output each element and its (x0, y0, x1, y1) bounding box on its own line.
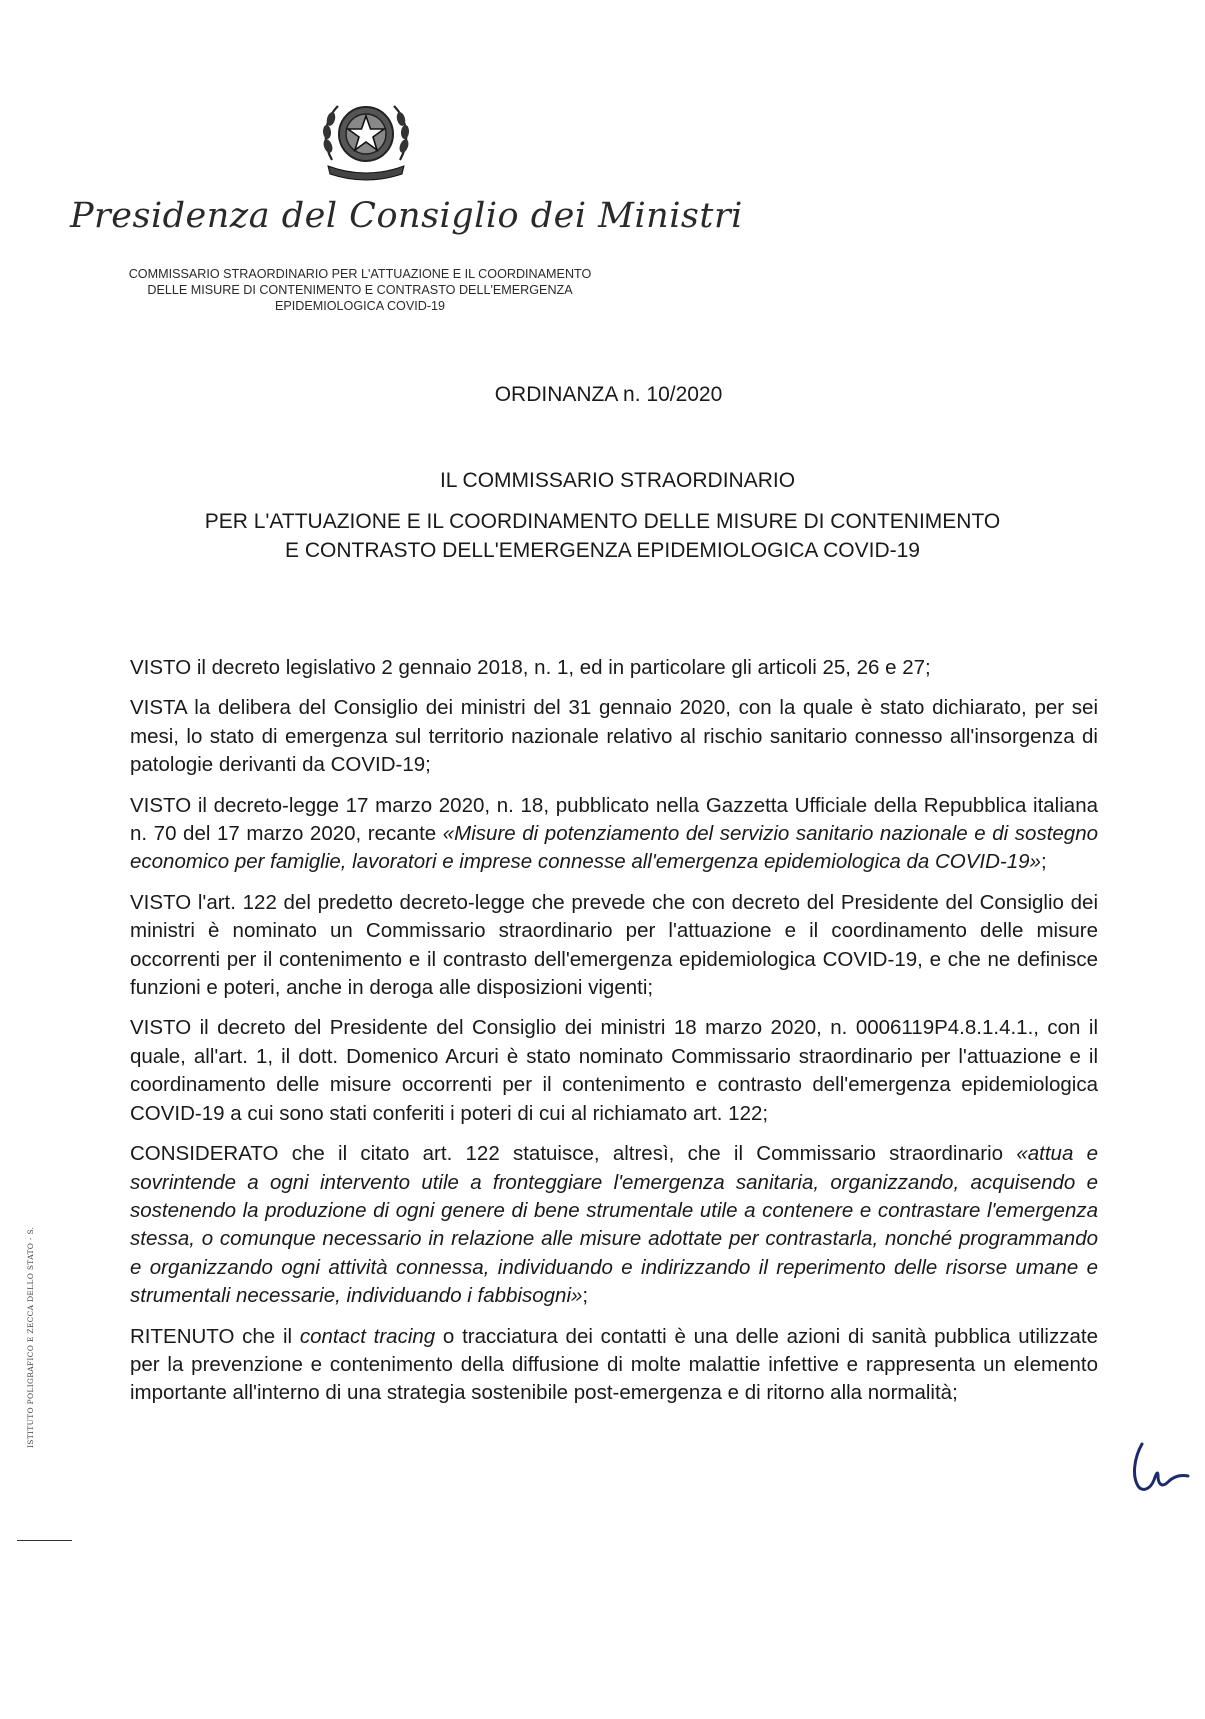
preamble-quote: «attua e sovrintende a ogni intervento utile a fronteggiare l'emergenza sanitaria, organizzando, acquisendo e sostenendo la produzione di ogni genere di bene strumentale utile a contenere e contrastare l'emergenza stessa, o comunque necessario in relazione alle misure adottate per contrastarla, nonché programmando e organizzando ogni attività connessa, individuando e indirizzando il reperimento delle risorse umane e strumentali necessarie, individuando i fabbisogni» (130, 1142, 1098, 1308)
preamble-text: la delibera del Consiglio dei ministri del 31 gennaio 2020, con la quale è stato dichiarato, per sei mesi, lo stato di emergenza sul territorio nazionale relativo al rischio sanitario connesso all'insorgenza di patologie derivanti da COVID-19; (130, 696, 1098, 777)
preamble-lead-word: VISTO (130, 656, 192, 679)
preamble-quote: «Misure di potenziamento del servizio sanitario nazionale e di sostegno economico per famiglie, lavoratori e imprese connesse all'emergenza epidemiologica da COVID-19» (130, 822, 1098, 874)
handwritten-initial-mark (1128, 1440, 1198, 1500)
preamble-paragraph (130, 792, 1098, 877)
preamble-text: ; (582, 1284, 589, 1308)
office-header (60, 266, 660, 314)
printer-imprint: ISTITUTO POLIGRAFICO E ZECCA DELLO STATO - S. (26, 1226, 35, 1448)
preamble-paragraph (130, 654, 1098, 682)
preamble-quote: contact tracing (299, 1324, 436, 1348)
issuer-title-line: IL COMMISSARIO STRAORDINARIO (439, 469, 796, 492)
preamble-lead-word: CONSIDERATO (130, 1142, 279, 1166)
issuer-title-line: PER L'ATTUAZIONE E IL COORDINAMENTO DELLE MISURE DI CONTENIMENTO (204, 510, 1001, 533)
preamble-paragraph (130, 694, 1098, 779)
issuer-title-line: E CONTRASTO DELL'EMERGENZA EPIDEMIOLOGICA COVID-19 (285, 539, 920, 562)
preamble-lead-word: RITENUTO (130, 1324, 235, 1348)
office-header-line: COMMISSARIO STRAORDINARIO PER L'ATTUAZIONE E IL COORDINAMENTO (128, 267, 592, 281)
preamble-lead-word: VISTO (130, 890, 192, 914)
preamble (130, 654, 1098, 1420)
office-header-line: EPIDEMIOLOGICA COVID-19 (274, 299, 446, 313)
preamble-text: l'art. 122 del predetto decreto-legge che prevede che con decreto del Presidente del Consiglio dei ministri è nominato un Commissario straordinario per l'attuazione e il coordinamento delle misure occorrenti per il contenimento e il contrasto dell'emergenza epidemiologica COVID-19, e che ne definisce funzioni e poteri, anche in deroga alle disposizioni vigenti; (130, 890, 1098, 1000)
preamble-text: o tracciatura dei contatti è una delle azioni di sanità pubblica utilizzate per la prevenzione e contenimento della diffusione di molte malattie infettive e rappresenta un elemento importante all'interno di una strategia sostenibile post-emergenza e di ritorno alla normalità; (130, 1324, 1098, 1405)
office-header-line: DELLE MISURE DI CONTENIMENTO E CONTRASTO DELL'EMERGENZA (147, 283, 573, 297)
preamble-text: che il (234, 1324, 300, 1348)
italian-republic-emblem-icon (318, 94, 414, 186)
preamble-text: il decreto-legge 17 marzo 2020, n. 18, pubblicato nella Gazzetta Ufficiale della Repubblica italiana n. 70 del 17 marzo 2020, recante (130, 793, 1098, 846)
preamble-lead-word: VISTO (130, 1016, 192, 1040)
preamble-paragraph (130, 889, 1098, 1003)
ordinance-number: ORDINANZA n. 10/2020 (494, 383, 723, 406)
issuer-title (100, 466, 1105, 565)
masthead-script: Presidenza del Consiglio dei Ministri (70, 196, 743, 236)
preamble-lead-word: VISTO (130, 793, 192, 817)
preamble-text: che il citato art. 122 statuisce, altresì, che il Commissario straordinario (278, 1142, 1017, 1166)
preamble-paragraph (130, 1323, 1098, 1408)
preamble-paragraph (130, 1140, 1098, 1310)
margin-rule (17, 1540, 72, 1541)
preamble-text: ; (1040, 850, 1047, 874)
preamble-lead-word: VISTA (130, 696, 187, 720)
preamble-paragraph (130, 1014, 1098, 1128)
preamble-text: il decreto legislativo 2 gennaio 2018, n. 1, ed in particolare gli articoli 25, 26 e 27; (191, 656, 931, 679)
preamble-text: il decreto del Presidente del Consiglio dei ministri 18 marzo 2020, n. 0006119P4.8.1.4.1., con il quale, all'art. 1, il dott. Domenico Arcuri è stato nominato Commissario straordinario per l'attuazione e il coordinamento delle misure occorrenti per il contenimento e contrasto dell'emergenza epidemiologica COVID-19 a cui sono stati conferiti i poteri di cui al richiamato art. 122; (130, 1016, 1098, 1125)
